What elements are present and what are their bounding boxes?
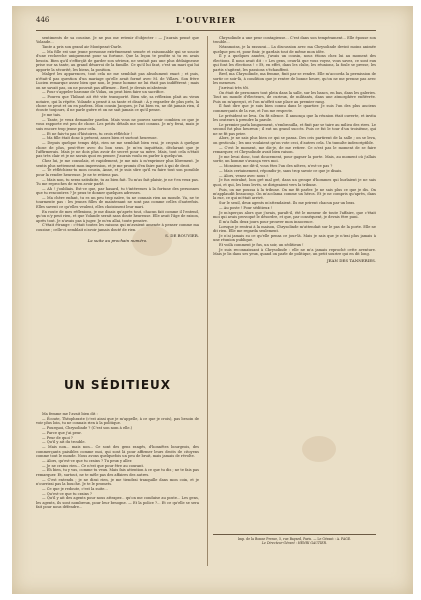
paragraph: — Ah ! j'oubliais. Est-ce que, par hasard, tu t'intéresses à la fortune des personnes que tu rencontres ? Je peux te donner quelques adresses. (36, 186, 199, 196)
paragraph: Tante a pris son grand air Montpezat-Darle. (42, 45, 123, 50)
paragraph: Ma femme me l'avait bien dit : (42, 412, 98, 416)
paragraph: — Et ne fais-tu pas d'histoires, tu crois réfléchir ! (42, 131, 132, 136)
paragraph: Le premier parla longuement, s'embrouilla, et finit par se taire au milieu des rires. Le second fut plus heureux ; il eut un grand succès. Puis ce fut le tour d'un troisième, qui ne se fit pas prier. (213, 122, 376, 136)
continued-note: La suite au prochain numéro. (87, 237, 148, 243)
paragraph: — Mais non, tu seras satisfaite, tu as bien fait. Tu m'as fait plaisir, je ne t'en veux pas. Tu me reproches de m'en avoir parlé. (36, 177, 199, 187)
paragraph: — Alors, qu'est-ce que tu crains ? Tu peux y aller. (42, 458, 133, 463)
journal-title: L'OUVRIER (175, 15, 237, 25)
paragraph: Chrysolinde a une peur contagieuse... C'est dans son tempérament... Elle épouse son trouble... (213, 36, 376, 45)
paragraph: — Eh bien, tu y vas, comme tu veux. Mais fais attention à ce que tu dis ; ne te fais pas remarquer. Et, surtout, ne te mêle pas des affaires des autres. (36, 468, 199, 477)
paragraph: — Monsieur, me dit-il, vous êtes l'un des nôtres, n'est-ce pas ? (219, 164, 333, 169)
paragraph: On était de personnes tout plein dans la salle, sur les bancs, en bas, dans les galeries. Tout un monde d'électeurs, de curieux, de militants, dans une atmosphère enfiévrée. Puis on m'aperçut, et l'on m'offrit une place au premier rang. (213, 90, 376, 104)
sedition-story-start (36, 412, 199, 568)
paragraph: — Au poste ! Pour séditieux ! (219, 206, 273, 211)
paragraph: sentiments de sa cousine. Je ne pus me retenir d'objecter : — J'aurais pensé que Yolande... (36, 36, 199, 45)
imprint-footer (213, 537, 376, 545)
paragraph: Je m'aperçus alors que j'avais, paraît-il, été le meneur de toute l'affaire, que c'était moi qui avais provoqué le désordre, et que, par conséquent, je devais être puni. (213, 210, 376, 220)
paragraph: Sur le seuil, deux agents m'attendaient. Ils me prirent chacun par un bras. (219, 201, 356, 206)
paragraph: — Ma fille était donc à présent, assez bien et surtout heureuse. (42, 136, 158, 141)
paragraph: Alors, je ne sais plus bien ce qui se passa. Des cris partirent de la salle ; on se leva, on gesticula ; les uns voulaient qu'on vote ceci, d'autres cela. Un tumulte indescriptible. (213, 136, 376, 145)
printer-address: Imp. de la Bonne Presse, 5, rue Bayard, Paris. — Le Gérant : A. FAGE. (237, 537, 352, 541)
paragraph: — Ma fille est une jeune personne extrêmement sensée et raisonnable qui se soucie d'une recherche uniquement pour sa fortune. Que la leçon te profite si tu en avais besoin. Bien qu'il s'efforçât de garder son sérieux, ne sentait pas une plus dédaigneuse prise sur sa tante, au grand désarroi de la famille. Ce qu'il lui faut, c'est un mari qui lui apporte la sécurité, les biens, la position. (36, 50, 199, 72)
paragraph: Il m'a fallu deux jours pour prouver mon innocence. (219, 220, 314, 225)
footer-rule (213, 534, 376, 535)
paragraph: — C'est le moment, me dis-je, de me retirer. Ce n'est pas le moment de se faire remarquer, et Chrysolinde avait bien raison. (213, 145, 376, 155)
paragraph: — Pour s'appeler baronne de Vidau, on peut bien faire un sacrifice. (42, 90, 165, 95)
paragraph: Je me tais. (42, 113, 62, 118)
left-column-story (36, 36, 199, 372)
paragraph: Bref, ma Chrysolinde, ma femme, finit par se rendre. Elle m'accorda la permission de sortir ce soir-là, à condition que je rentre de bonne heure, qu'on ne me prenne pas avec les meneurs. (213, 72, 376, 86)
paragraph: — Ma chère enfant, tu es un peu trop naïve, tu ne connais rien au monde. Va, ne te tourmente pas : les jeunes filles de maintenant ne sont pas comme celles d'autrefois. Elles savent ce qu'elles veulent, elles choisissent leur mari. (36, 196, 199, 209)
paragraph: Je fus entraîné, bon gré mal gré, dans un groupe d'hommes qui hurlaient je ne sais quoi, et qui, les bras levés, se dirigeaient vers la tribune. (213, 178, 376, 187)
paragraph: — Je ne crains rien... Ce n'est que pour être au courant. (42, 463, 145, 468)
paragraph: Je me levai donc, tout doucement, pour gagner la porte. Mais, au moment où j'allais sortir, un homme s'avança vers moi. (213, 154, 376, 164)
paragraph: Le président se leva. On fit silence. Il annonça que la réunion était ouverte, et invita les orateurs à prendre la parole. (213, 113, 376, 123)
paragraph: Lorsque je rentrai à la maison, Chrysolinde m'attendait sur le pas de la porte. Elle ne dit rien. Elle me regarda seulement. (213, 224, 376, 234)
paragraph: — Pourquoi, Chrysolinde ? (C'est son nom à elle.) (42, 426, 133, 430)
paragraph: — Depuis quelque temps déjà, rien ne me semblait bien vrai, je croyais à quelque chose de plus, peut-être avec du bon sens. Je m'en inquiétais, déclarant que je l'affirmerais. Mais je ne dois plus avoir de secret pour sa mère. Mais, tout cela n'était pas très clair et je ne savais quoi en penser. J'aurais voulu en parler à quelqu'un. (36, 141, 199, 159)
section-title: UN SÉDITIEUX (63, 378, 172, 392)
paragraph: Malgré les apparences, tout cela ne me semblait pas absolument exact ; et puis, n'était-il pas question d'un mariage qu'elle avait formé avec M. de Villars. Son frère Lucien remarque assez bien que non, le jeune homme ne lui était pas indifférent ; mais on ne savait pas, on ne pouvait pas affirmer... Bref, je devais m'abstenir. (36, 72, 199, 90)
header-rule (36, 30, 376, 31)
paragraph: En route de mes réflexions, je me disais qu'après tout, chacun fait comme il l'entend, qu'on n'y peut rien, et que Yolande serait sans doute heureuse. Elle avait l'âge de raison, après tout. Je n'avais pas à juger. Je m'en allai, toute pensive. (36, 209, 199, 223)
paragraph: — Parce que j'ai peur. (42, 430, 82, 435)
paragraph: — Ce que je redoute, c'est la suite... (42, 486, 108, 491)
paragraph: — Alors, venez avec nous ! (219, 173, 268, 178)
author-signature: JEAN DES TANNERIES. (327, 257, 376, 263)
page-header (36, 16, 376, 28)
paragraph: Néanmoins, je la rassurai... La discussion avec ma Chrysolinde devint moins animée quelque peu et, pour finir, je gardais tout de même mon idée. (213, 45, 376, 54)
paragraph: Il faut dire que je suis bien connu dans le quartier. Je suis l'un des plus anciens commerçants de la rue, et l'on me respecte. (213, 104, 376, 113)
author-signature: S. DE BOUVIER. (165, 233, 199, 239)
paragraph: — Tante, je veux demander pardon. Mais vous ne pouvez savoir combien ce que je vous rapporte est peu de chose. Les petits détails me sont connus. Je m'y ferai, mais je suis encore trop jeune pour cela. (36, 118, 199, 131)
paragraph: Je n'ai jamais su ce qu'elle pensa ce jour-là. Mais je sais que je n'irai plus jamais à une réunion publique. (213, 234, 376, 243)
column-divider (207, 36, 208, 566)
paragraph: — Pourvu que Thibaut ait été vite transporté. Bien sûr, sa réflexion plait au vieux notaire, qui la répète. Yolande a pensé à sa tante et disait : À y regarder de plus près, la chose se peut et on en parlera. Mon cousin Jacques, je l'ai bien vu, ne dit jamais rien, il écoute toujours, il ne parle guère et on ne sait jamais ce qu'il pense. (36, 95, 199, 113)
right-column-story (213, 36, 376, 532)
paragraph: Je suis reconnaissant à Chrysolinde : elle ne m'a jamais reproché cette aventure. Mais je lis dans ses yeux, quand on parle de politique, un petit sourire qui en dit long. (213, 248, 376, 257)
paragraph: — Peur de quoi ? (42, 435, 73, 440)
paragraph: — Mais non... mais non... Ce sont des gens rangés, d'honnêtes bourgeois, des commerçants paisibles comme moi, qui sont là pour affirmer leurs droits de citoyens comme tout le monde. Nous avons quelquefois un peu de bruit, mais jamais de révolte. (36, 445, 199, 458)
paragraph: Puis, on me poussa à la tribune. On me fit parler. Je ne sais plus ce que je dis. On m'applaudit beaucoup. On m'acclama comme un héros. Et je ne compris qu'après, dans la rue, ce qui m'était arrivé. (213, 187, 376, 201)
director-line: Le Directeur-Gérant : HENRI GAUTIER. (261, 541, 328, 545)
paragraph: — Qu'est-ce que tu crains ? (42, 491, 92, 496)
paragraph: — C'est entendu ; je ne dirai rien, je me tiendrai tranquille dans mon coin, et je n'ouvrirai pas la bouche. Je te le promets. (36, 477, 199, 486)
paragraph: Chez lui, je me consolais, et rapidement, je me mis à m'exprimer plus librement. Je sentis plus nettement mon impression, et je me promis d'en faire part à qui de droit. (36, 159, 199, 168)
page-number: 446 (36, 16, 50, 24)
paragraph: — Écoute, Théophraste (c'est ainsi que je m'appelle, à ce que je crois), pas besoin de voir plus loin, tu ne connais rien à la politique. (36, 416, 199, 426)
paragraph: J'arrivai très tôt. (219, 86, 250, 91)
paragraph: C'était étrange : c'était toutes les raisons qui m'avaient amenée à penser comme ma cousine ; celle-ci semblait n'avoir jamais douté de rien. (36, 223, 199, 232)
paragraph: — Qu'il y ait du trouble. (42, 440, 86, 445)
paragraph: — Te réfléchiras-tu mon cousin, Anne, et je suis sûre qu'il va faire tout son possible pour la rendre heureuse. Je ne te retiens pas. (36, 168, 199, 177)
paragraph: — Qu'il y ait des agents pour nous attraper... qu'on me conduise au poste... Les gens, les agents, ils sont nombreux, pour leur besogne. — Et la police ?... Et ce qu'elle se sera fait pour nous défendre... (36, 496, 199, 510)
paragraph: Et voilà comment je fus, un soir, un séditieux ! (219, 243, 304, 248)
paragraph: Il y a quelques années, j'avais un cousin, nous étions chez lui au moment des élections. Il nous avait dit : « Les gens, ceux-là que vous voyez, vous savez, ce sont eux qui font les élections ! » Et, en effet, dans les clubs, les réunions, la foule se presse, les partis s'agitent, les passions s'échauffent. (213, 54, 376, 72)
paragraph: — Mais certainement, répondis-je, sans trop savoir ce que je disais. (219, 168, 343, 173)
